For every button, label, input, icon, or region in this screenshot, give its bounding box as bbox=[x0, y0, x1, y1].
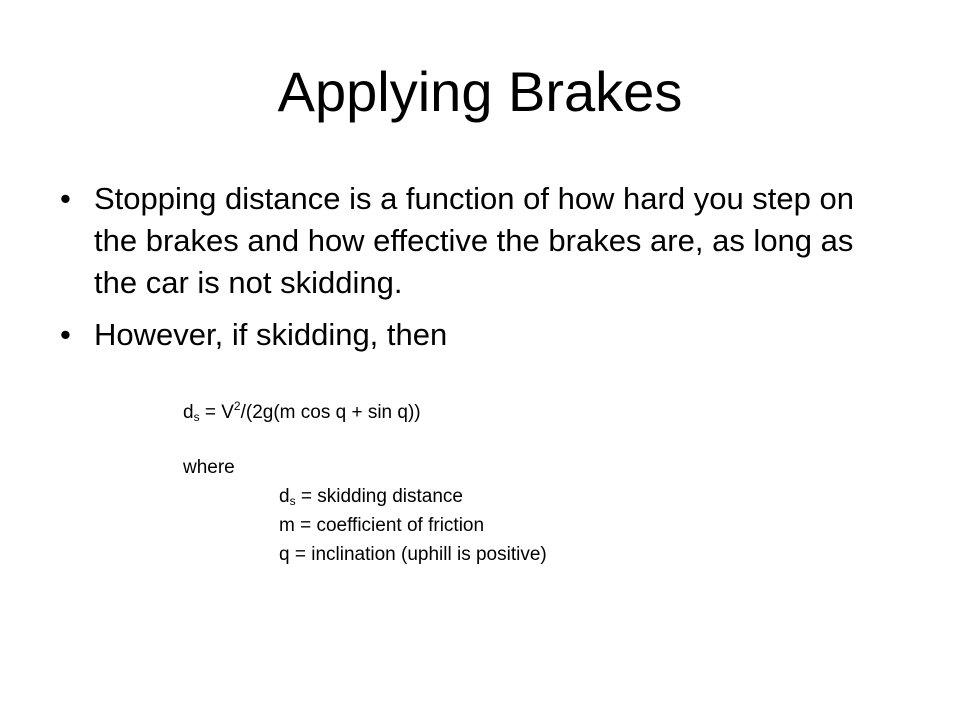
bullet-dot-icon: • bbox=[60, 181, 71, 216]
formula-subscript-s: s bbox=[193, 410, 200, 424]
formula-equals-v: = V bbox=[199, 402, 234, 423]
bullet-text: Stopping distance is a function of how hard you step on the brakes and how effective the brakes are, as long as the car is not skidding. bbox=[94, 181, 854, 300]
definition-subscript-s: s bbox=[289, 494, 296, 508]
definition-skidding-distance bbox=[183, 482, 547, 511]
bullet-item bbox=[58, 314, 888, 356]
definition-friction: m = coefficient of friction bbox=[279, 515, 485, 536]
formula-exponent: 2 bbox=[233, 399, 241, 413]
definition-d: d bbox=[279, 486, 290, 507]
skidding-formula bbox=[183, 398, 547, 427]
slide-title: Applying Brakes bbox=[277, 60, 683, 123]
formula-d: d bbox=[183, 402, 194, 423]
bullet-dot-icon: • bbox=[60, 317, 71, 352]
formula-block bbox=[183, 398, 547, 569]
bullet-item bbox=[58, 178, 888, 304]
where-label: where bbox=[183, 457, 235, 478]
bullet-list bbox=[58, 178, 888, 366]
formula-denominator: /(2g(m cos q + sin q)) bbox=[240, 402, 421, 423]
definition-text: = skidding distance bbox=[295, 486, 463, 507]
definition-inclination: q = inclination (uphill is positive) bbox=[279, 544, 547, 565]
bullet-text: However, if skidding, then bbox=[94, 317, 448, 352]
